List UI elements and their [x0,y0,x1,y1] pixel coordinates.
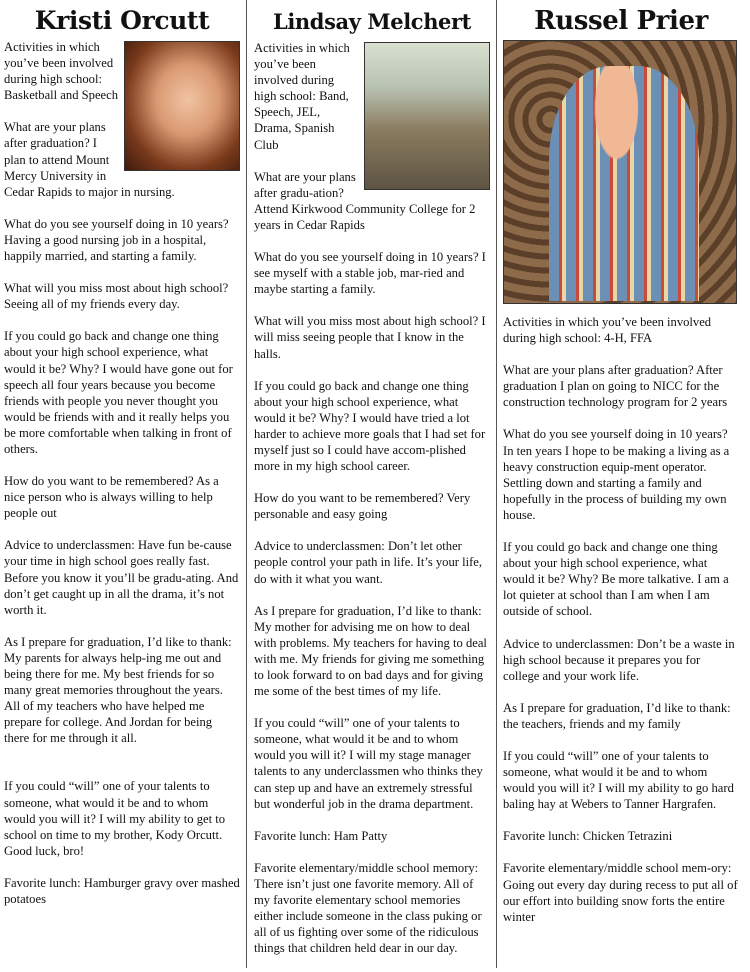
student-name: Lindsay Melchert [272,9,471,34]
answer-paragraph: If you could go back and change one thing about your high school experience, what would it be? Why? Be more talkative. I am a lot quieter at school than I am when I am outside of school. [503,540,729,619]
answer-paragraph: Activities in which you’ve been involved during high school: Band, Speech, JEL, Drama, Spanish Club [254,41,350,152]
profile-text [4,39,240,907]
answer-paragraph: If you could “will” one of your talents to someone, what would it be and to whom would you will it? I will my ability to go hard baling hay at Webers to Tanner Hargrafen. [503,748,734,812]
answer-paragraph: As I prepare for graduation, I’d like to thank: My mother for advising me on how to deal with problems. My teachers for having to deal with me. My friends for giving me something to look forward to on bad days and for giving me some of the best times of my life. [254,603,487,699]
student-photo [364,42,490,190]
answer-paragraph: What do you see yourself doing in 10 years? In ten years I hope to be making a living as a heavy construction equip-ment operator. Settling down and starting a family and hopefully in the process of building my own house. [503,427,730,522]
student-name: Russel Prier [534,6,708,36]
answer-paragraph: If you could go back and change one thing about your high school experience, what would it be? Why? I would have gone out for speech all four years because you become friends with people you never thought you would be friends with and it really helps you be more comfortable when talking in front of others. [4,329,233,456]
answer-paragraph: What do you see yourself doing in 10 years? Having a good nursing job in a hospital, happily married, and starting a family. [4,216,229,264]
answer-paragraph: What are your plans after gradu-ation? Attend Kirkwood Community College for 2 years in Cedar Rapids [254,169,476,232]
answer-paragraph: What do you see yourself doing in 10 years? I see myself with a stable job, mar-ried and maybe starting a family. [254,250,486,297]
answer-paragraph: Favorite lunch: Ham Patty [254,828,388,843]
answer-paragraph: If you could go back and change one thing about your high school experience, what would it be? Why? I would have tried a lot harder to achieve more goals that I had set for myself just so I could have accom-plished more in my high school career. [254,378,486,474]
answer-paragraph: How do you want to be remembered? Very personable and easy going [254,491,471,522]
answer-paragraph: What will you miss most about high school? Seeing all of my friends every day. [4,281,229,312]
answer-paragraph: As I prepare for graduation, I’d like to thank: My parents for always help-ing me out and being there for me. My best friends for so many great memories throughout the years. All of my teachers who have helped me prepare for college. And Jordan for being there for me through it all. [4,634,232,746]
student-photo [124,41,240,171]
answer-paragraph: What are your plans after graduation? I plan to attend Mount Mercy University in Cedar Rapids to major in nursing. [4,120,175,199]
student-photo [503,40,737,304]
profile-lindsay-melchert [254,0,490,972]
profile-text [503,40,739,925]
answer-paragraph: How do you want to be remembered? As a nice person who is always willing to help people out [4,474,219,521]
profile-kristi-orcutt [4,0,240,923]
column-divider [496,0,497,968]
answer-paragraph: Favorite elementary/middle school mem-ory: Going out every day during recess to put all of our effort into building snow forts the entire winter [503,861,738,924]
student-name: Kristi Orcutt [34,6,210,35]
answer-paragraph: Favorite lunch: Hamburger gravy over mashed potatoes [4,875,240,907]
answer-paragraph: Favorite elementary/middle school memory: There isn’t just one favorite memory. All of my favorite elementary school memories either include someone in the class puking or all of us fighting over some of the ridiculous things that children held dear in our day. [254,860,482,956]
profile-russel-prier [503,0,739,941]
column-divider [246,0,247,968]
answer-paragraph: What are your plans after graduation? After graduation I plan on going to NICC for the construction technology program for 2 years [503,363,728,410]
answer-paragraph: What will you miss most about high school? I will miss seeing people that I know in the halls. [254,314,486,361]
answer-paragraph: Advice to underclassmen: Don’t let other people control your path in life. It’s your life, do with it what you want. [254,539,483,586]
answer-paragraph: Activities in which you’ve been involved during high school: Basketball and Speech [4,40,119,103]
answer-paragraph: Advice to underclassmen: Don’t be a waste in high school because it prepares you for college and your work life. [503,636,735,683]
answer-paragraph: As I prepare for graduation, I’d like to thank: the teachers, friends and my family [503,700,731,731]
answer-paragraph: Advice to underclassmen: Have fun be-cause your time in high school goes really fast. Before you know it you’ll be gradu-ating. And don’t get caught up in all the drama, it’s not worth it. [4,538,239,617]
answer-paragraph: If you could “will” one of your talents to someone, what would it be and to whom would you will it? I will my ability to get to school on time to my brother, Kody Orcutt. Good luck, bro! [4,779,226,858]
answer-paragraph: If you could “will” one of your talents to someone, what would it be and to whom would you will it? I will my stage manager talents to any underclassmen who thinks they can step up and have an extremely stressful but wonderful job in the drama department. [254,716,483,811]
answer-paragraph: Activities in which you’ve been involved during high school: 4-H, FFA [503,315,712,346]
answer-paragraph: Favorite lunch: Chicken Tetrazini [503,829,673,844]
profile-text [254,40,490,956]
